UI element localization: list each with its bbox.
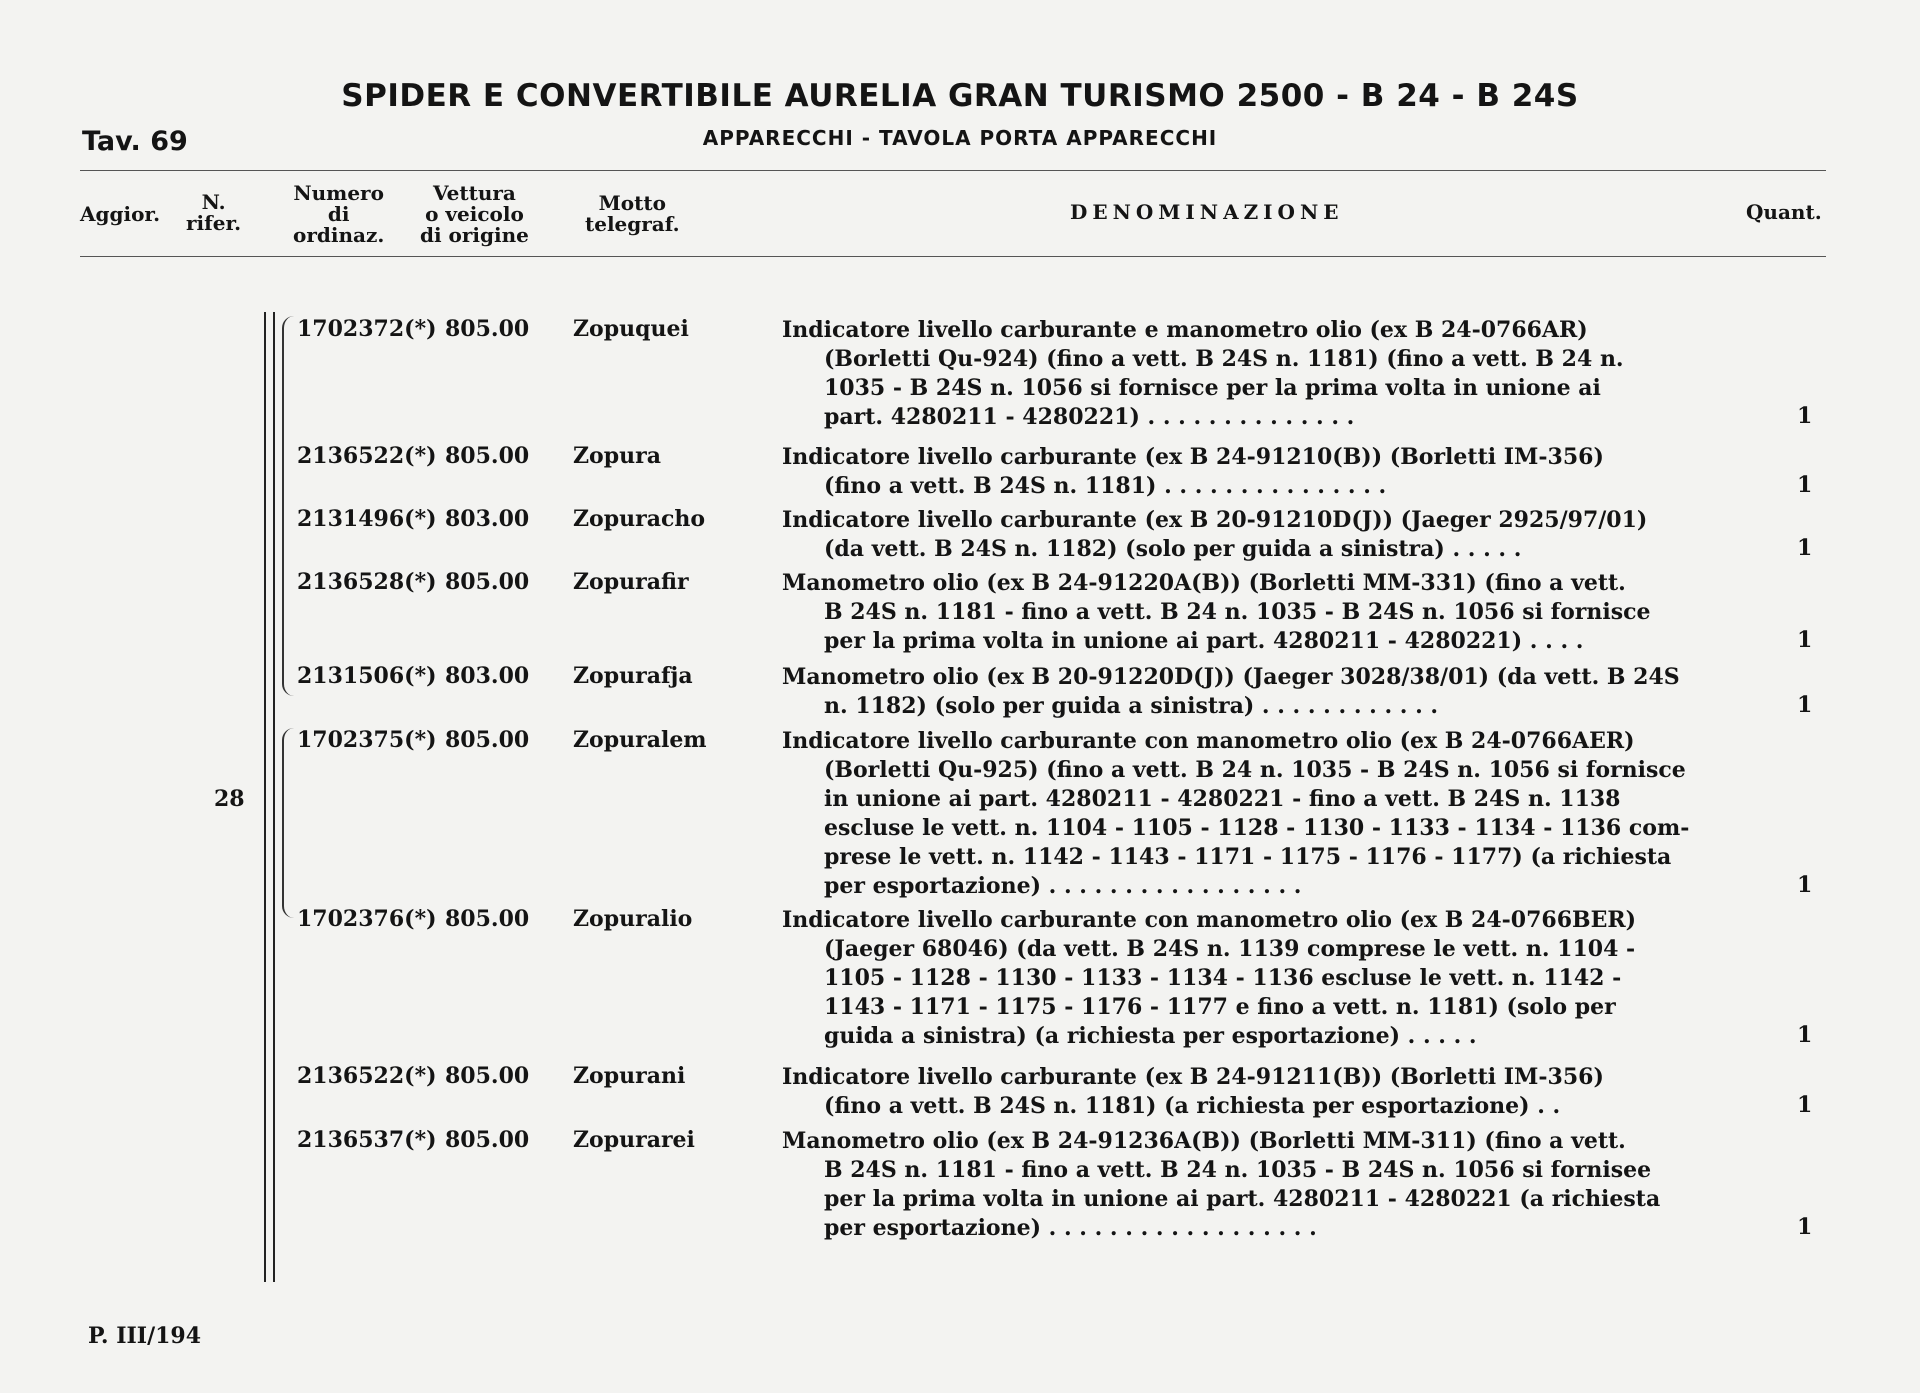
- quantity: 1: [1797, 692, 1813, 718]
- vehicle-origin: 803.00: [445, 663, 530, 689]
- telegraph-code: Zopurani: [573, 1063, 686, 1089]
- group-brace-1: [282, 316, 294, 696]
- quantity: 1: [1797, 535, 1813, 561]
- denomination: [782, 1127, 1747, 1243]
- quantity: 1: [1797, 872, 1813, 898]
- telegraph-code: Zopurarei: [573, 1127, 695, 1153]
- header-rule-top: [80, 170, 1826, 171]
- denomination-line: (Borletti Qu-925) (fino a vett. B 24 n. 1035 - B 24S n. 1056 si fornisce: [824, 757, 1686, 783]
- vehicle-origin: 805.00: [445, 727, 530, 753]
- page-number: P. III/194: [88, 1323, 202, 1349]
- telegraph-code: Zopuquei: [573, 316, 689, 342]
- page-subtitle: APPARECCHI - TAVOLA PORTA APPARECCHI: [702, 126, 1218, 150]
- denomination-line: (Jaeger 68046) (da vett. B 24S n. 1139 comprese le vett. n. 1104 -: [824, 936, 1636, 962]
- telegraph-code: Zopuralio: [573, 906, 693, 932]
- denomination-line: prese le vett. n. 1142 - 1143 - 1171 - 1175 - 1176 - 1177) (a richiesta: [824, 844, 1672, 870]
- denomination-line: per esportazione) . . . . . . . . . . . . . . . . . .: [824, 1215, 1317, 1241]
- denomination-line: Indicatore livello carburante e manometro olio (ex B 24-0766AR): [782, 317, 1588, 343]
- denomination: [782, 506, 1747, 564]
- denomination-line: part. 4280211 - 4280221) . . . . . . . . . . . . . .: [824, 404, 1355, 430]
- order-number: 1702376(*): [297, 906, 437, 932]
- col-denominazione: DENOMINAZIONE: [1070, 200, 1344, 224]
- order-number: 2136528(*): [297, 569, 437, 595]
- denomination-line: 1035 - B 24S n. 1056 si fornisce per la prima volta in unione ai: [824, 375, 1601, 401]
- denomination-line: n. 1182) (solo per guida a sinistra) . . . . . . . . . . . .: [824, 693, 1439, 719]
- group-brace-2: [282, 728, 294, 918]
- denomination-line: Indicatore livello carburante con manometro olio (ex B 24-0766BER): [782, 907, 1637, 933]
- denomination-line: per la prima volta in unione ai part. 4280211 - 4280221 (a richiesta: [824, 1186, 1661, 1212]
- denomination-line: 1105 - 1128 - 1130 - 1133 - 1134 - 1136 escluse le vett. n. 1142 -: [824, 965, 1622, 991]
- col-vettura: Vettura o veicolo di origine: [420, 181, 529, 247]
- denomination: [782, 569, 1747, 656]
- denomination-line: Manometro olio (ex B 20-91220D(J)) (Jaeger 3028/38/01) (da vett. B 24S: [782, 664, 1680, 690]
- denomination: [782, 1063, 1747, 1121]
- denomination-line: escluse le vett. n. 1104 - 1105 - 1128 - 1130 - 1133 - 1134 - 1136 com-: [824, 815, 1690, 841]
- group-bracket-outer: [264, 312, 266, 1282]
- denomination: [782, 906, 1747, 1051]
- denomination-line: Indicatore livello carburante (ex B 24-91211(B)) (Borletti IM-356): [782, 1064, 1604, 1090]
- rifer-number: 28: [214, 786, 245, 812]
- denomination-line: Manometro olio (ex B 24-91220A(B)) (Borletti MM-331) (fino a vett.: [782, 570, 1626, 596]
- page-title: SPIDER E CONVERTIBILE AURELIA GRAN TURISMO 2500 - B 24 - B 24S: [341, 78, 1579, 114]
- denomination-line: Indicatore livello carburante (ex B 20-91210D(J)) (Jaeger 2925/97/01): [782, 507, 1648, 533]
- group-bracket-inner: [273, 312, 275, 1282]
- denomination-line: per la prima volta in unione ai part. 4280211 - 4280221) . . . .: [824, 628, 1584, 654]
- order-number: 2136537(*): [297, 1127, 437, 1153]
- telegraph-code: Zopurafja: [573, 663, 693, 689]
- denomination: [782, 727, 1747, 901]
- vehicle-origin: 805.00: [445, 443, 530, 469]
- order-number: 1702375(*): [297, 727, 437, 753]
- telegraph-code: Zopurafir: [573, 569, 689, 595]
- order-number: 2131496(*): [297, 506, 437, 532]
- quantity: 1: [1797, 403, 1813, 429]
- denomination-line: guida a sinistra) (a richiesta per esportazione) . . . . .: [824, 1023, 1477, 1049]
- quantity: 1: [1797, 1092, 1813, 1118]
- order-number: 2136522(*): [297, 443, 437, 469]
- col-motto: Motto telegraf.: [585, 191, 680, 236]
- col-quant: Quant.: [1746, 200, 1822, 224]
- denomination-line: (Borletti Qu-924) (fino a vett. B 24S n. 1181) (fino a vett. B 24 n.: [824, 346, 1624, 372]
- vehicle-origin: 803.00: [445, 506, 530, 532]
- col-rifer: N. rifer.: [186, 190, 242, 235]
- denomination: [782, 316, 1747, 432]
- denomination-line: (fino a vett. B 24S n. 1181) . . . . . . . . . . . . . . .: [824, 473, 1387, 499]
- header-rule-bottom: [80, 256, 1826, 257]
- order-number: 2131506(*): [297, 663, 437, 689]
- quantity: 1: [1797, 1214, 1813, 1240]
- denomination-line: B 24S n. 1181 - fino a vett. B 24 n. 1035 - B 24S n. 1056 si fornisee: [824, 1157, 1652, 1183]
- vehicle-origin: 805.00: [445, 906, 530, 932]
- denomination-line: 1143 - 1171 - 1175 - 1176 - 1177 e fino a vett. n. 1181) (solo per: [824, 994, 1616, 1020]
- denomination: [782, 663, 1747, 721]
- denomination-line: Indicatore livello carburante (ex B 24-91210(B)) (Borletti IM-356): [782, 444, 1604, 470]
- denomination-line: (fino a vett. B 24S n. 1181) (a richiesta per esportazione) . .: [824, 1093, 1561, 1119]
- vehicle-origin: 805.00: [445, 1127, 530, 1153]
- order-number: 1702372(*): [297, 316, 437, 342]
- denomination-line: Manometro olio (ex B 24-91236A(B)) (Borletti MM-311) (fino a vett.: [782, 1128, 1626, 1154]
- telegraph-code: Zopuralem: [573, 727, 707, 753]
- denomination-line: (da vett. B 24S n. 1182) (solo per guida a sinistra) . . . . .: [824, 536, 1522, 562]
- table-label: Tav. 69: [82, 126, 188, 157]
- denomination-line: in unione ai part. 4280211 - 4280221 - fino a vett. B 24S n. 1138: [824, 786, 1621, 812]
- denomination-line: Indicatore livello carburante con manometro olio (ex B 24-0766AER): [782, 728, 1635, 754]
- telegraph-code: Zopura: [573, 443, 661, 469]
- quantity: 1: [1797, 1022, 1813, 1048]
- quantity: 1: [1797, 472, 1813, 498]
- vehicle-origin: 805.00: [445, 316, 530, 342]
- denomination-line: B 24S n. 1181 - fino a vett. B 24 n. 1035 - B 24S n. 1056 si fornisce: [824, 599, 1651, 625]
- col-aggior: Aggior.: [80, 202, 161, 226]
- order-number: 2136522(*): [297, 1063, 437, 1089]
- vehicle-origin: 805.00: [445, 1063, 530, 1089]
- denomination: [782, 443, 1747, 501]
- vehicle-origin: 805.00: [445, 569, 530, 595]
- col-numero: Numero di ordinaz.: [293, 181, 385, 247]
- telegraph-code: Zopuracho: [573, 506, 706, 532]
- denomination-line: per esportazione) . . . . . . . . . . . . . . . . .: [824, 873, 1302, 899]
- quantity: 1: [1797, 627, 1813, 653]
